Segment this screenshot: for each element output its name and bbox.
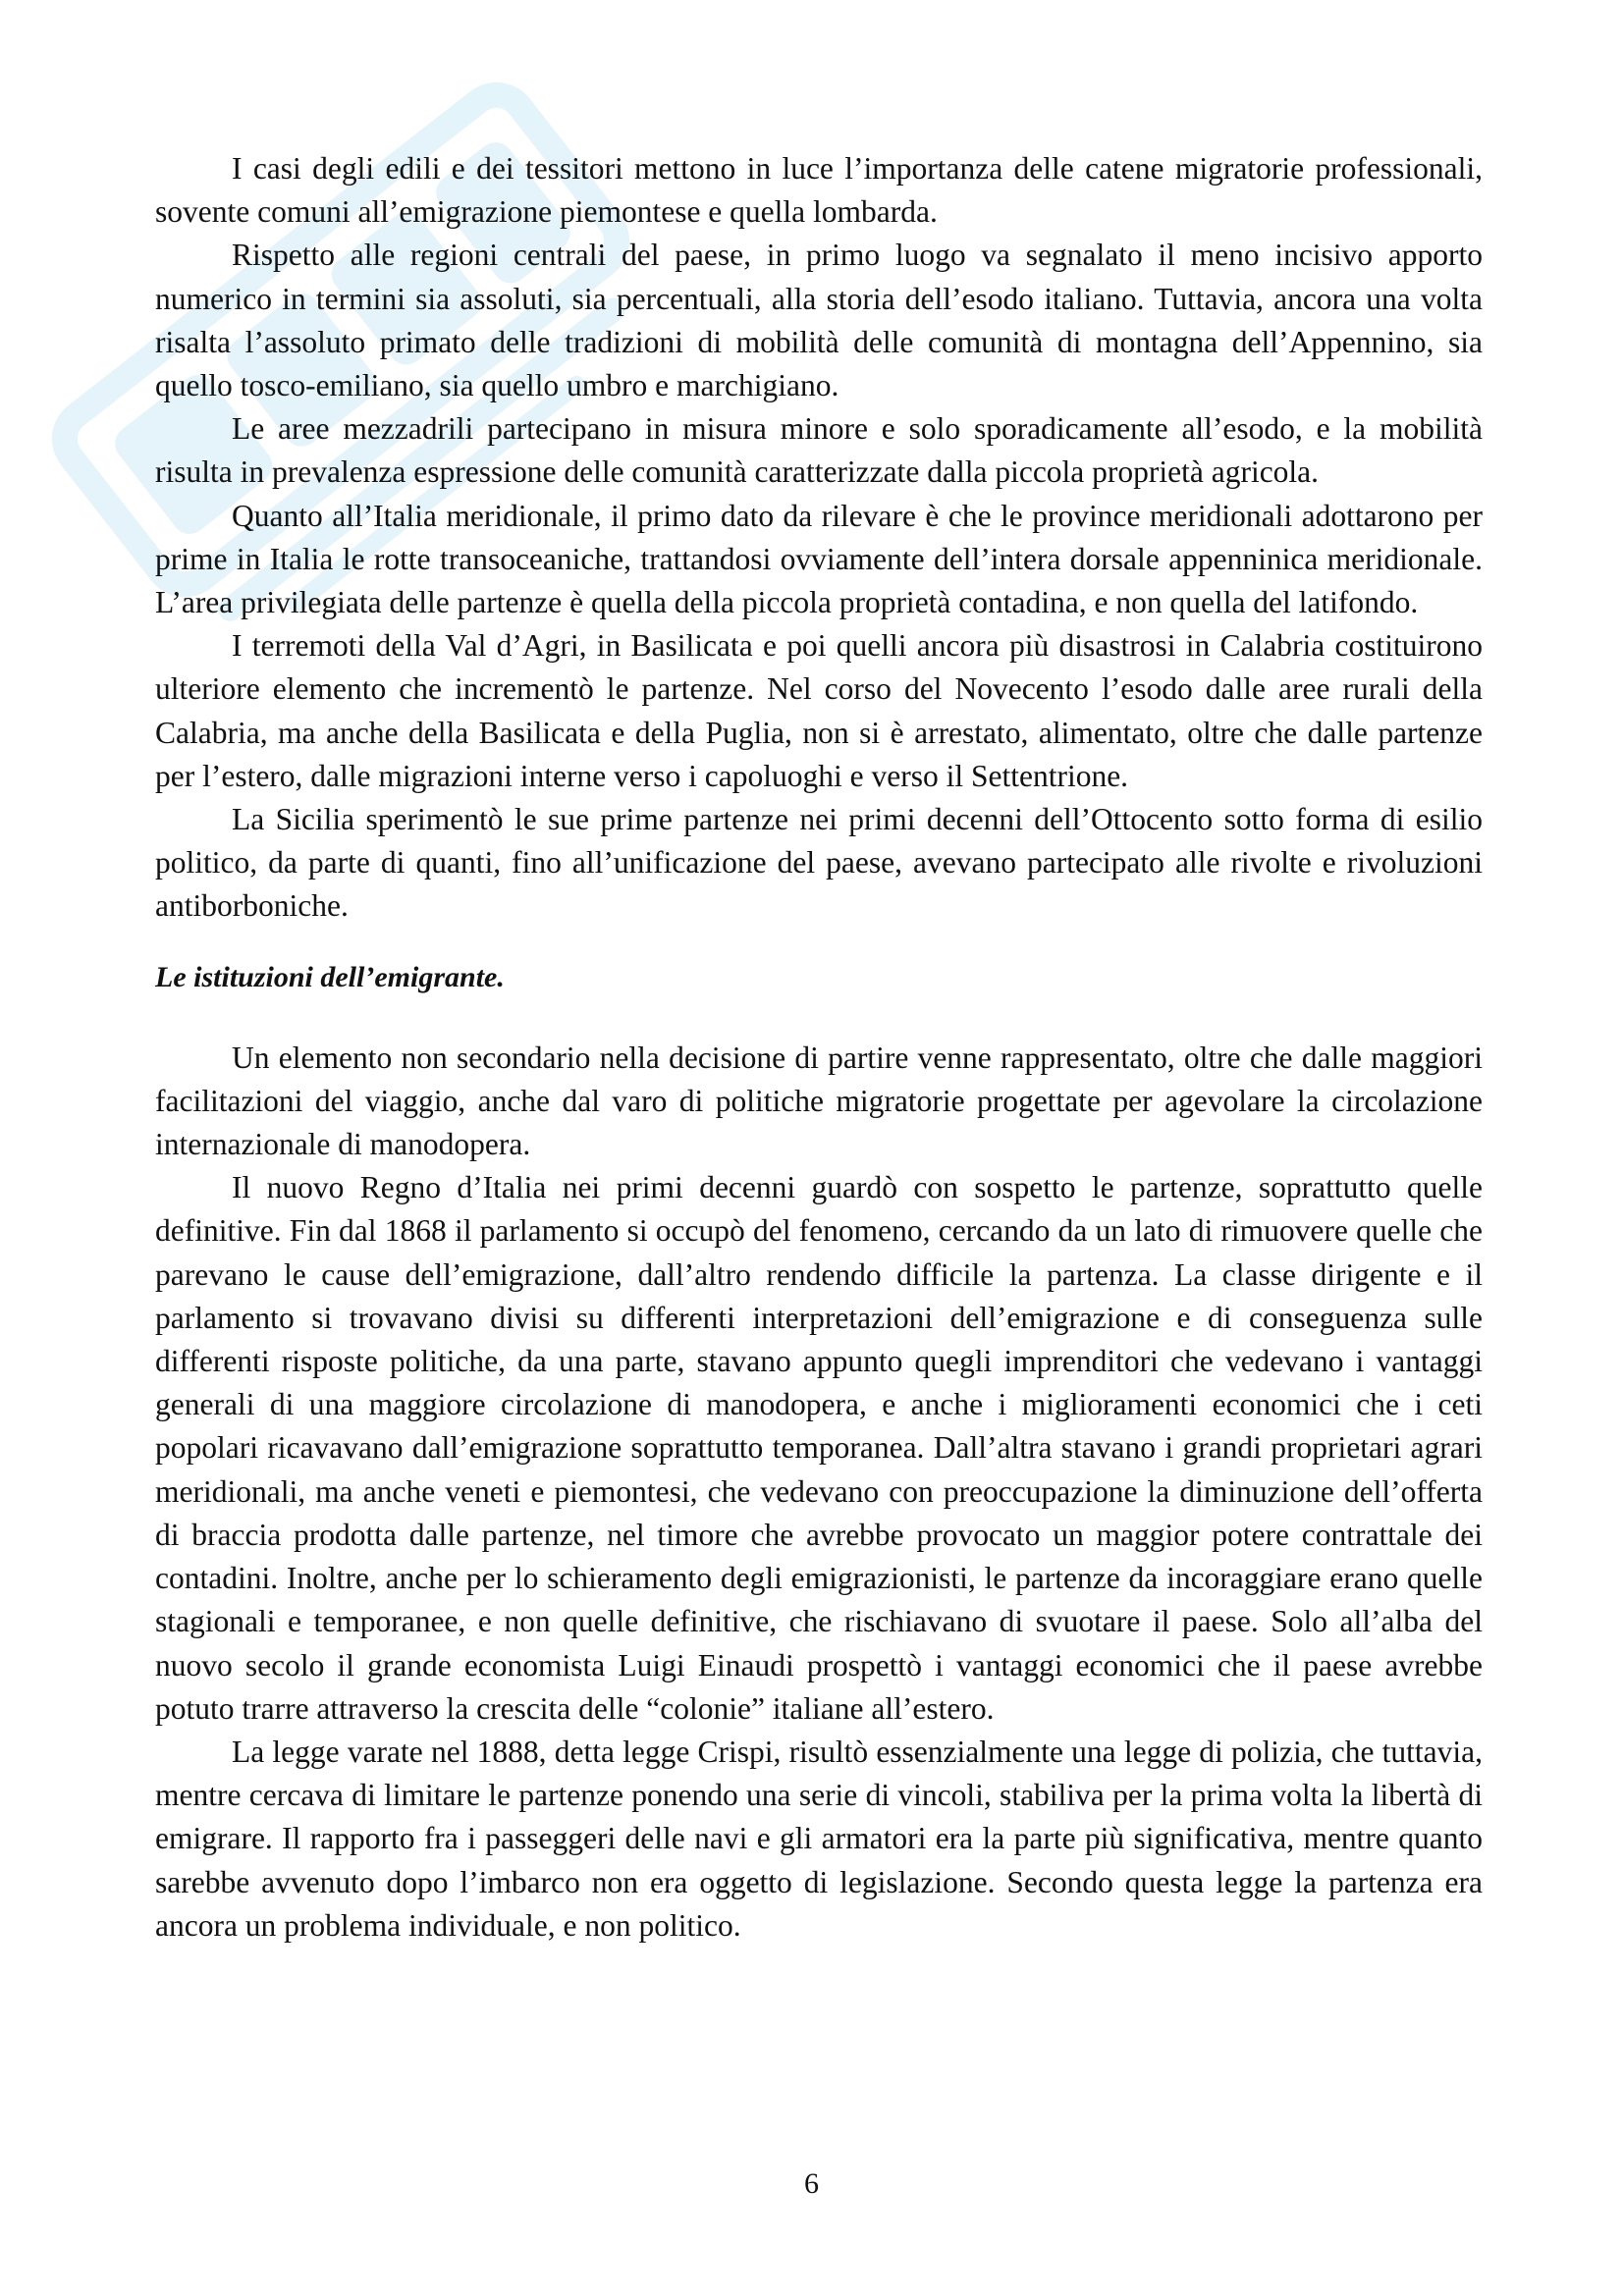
section-heading: Le istituzioni dell’emigrante. bbox=[155, 960, 505, 993]
body-text-section-1 bbox=[155, 147, 1483, 929]
paragraph: Rispetto alle regioni centrali del paese, in primo luogo va segnalato il meno incisivo apporto numerico in termini sia assoluti, sia percentuali, alla storia dell’esodo italiano. Tuttavia, ancora una volta risalta l’assoluto primato delle tradizioni di mobilità delle comunità di montagna dell’Appennino, sia quello tosco-emiliano, sia quello umbro e marchigiano. bbox=[155, 238, 1483, 403]
body-text-section-2 bbox=[155, 1037, 1483, 1948]
paragraph: I terremoti della Val d’Agri, in Basilicata e poi quelli ancora più disastrosi in Calabria costituirono ulteriore elemento che incrementò le partenze. Nel corso del Novecento l’esodo dalle aree rurali della Calabria, ma anche della Basilicata e della Puglia, non si è arrestato, alimentato, oltre che dalle partenze per l’estero, dalle migrazioni interne verso i capoluoghi e verso il Settentrione. bbox=[155, 628, 1483, 793]
paragraph: Quanto all’Italia meridionale, il primo dato da rilevare è che le province meridionali adottarono per prime in Italia le rotte transoceaniche, trattandosi ovviamente dell’intera dorsale appenninica meridionale. L’area privilegiata delle partenze è quella della piccola proprietà contadina, e non quella del latifondo. bbox=[155, 498, 1483, 620]
paragraph: Le aree mezzadrili partecipano in misura minore e solo sporadicamente all’esodo, e la mobilità risulta in prevalenza espressione delle comunità caratterizzate dalla piccola proprietà agricola. bbox=[155, 411, 1483, 490]
document-page bbox=[155, 147, 1483, 1948]
paragraph: I casi degli edili e dei tessitori mettono in luce l’importanza delle catene migratorie professionali, sovente comuni all’emigrazione piemontese e quella lombarda. bbox=[155, 151, 1483, 230]
paragraph: Il nuovo Regno d’Italia nei primi decenni guardò con sospetto le partenze, soprattutto quelle definitive. Fin dal 1868 il parlamento si occupò del fenomeno, cercando da un lato di rimuovere quelle che parevano le cause dell’emigrazione, dall’altro rendendo difficile la partenza. La classe dirigente e il parlamento si trovavano divisi su differenti interpretazioni dell’emigrazione e di conseguenza sulle differenti risposte politiche, da una parte, stavano appunto quegli imprenditori che vedevano i vantaggi generali di una maggiore circolazione di manodopera, e anche i miglioramenti economici che i ceti popolari ricavavano dall’emigrazione soprattutto temporanea. Dall’altra stavano i grandi proprietari agrari meridionali, ma anche veneti e piemontesi, che vedevano con preoccupazione la diminuzione dell’offerta di braccia prodotta dalle partenze, nel timore che avrebbe provocato un maggior potere contrattale dei contadini. Inoltre, anche per lo schieramento degli emigrazionisti, le partenze da incoraggiare erano quelle stagionali e temporanee, e non quelle definitive, che rischiavano di svuotare il paese. Solo all’alba del nuovo secolo il grande economista Luigi Einaudi prospettò i vantaggi economici che il paese avrebbe potuto trarre attraverso la crescita delle “colonie” italiane all’estero. bbox=[155, 1170, 1483, 1726]
page-number: 6 bbox=[804, 2167, 819, 2200]
paragraph: La legge varate nel 1888, detta legge Crispi, risultò essenzialmente una legge di polizia, che tuttavia, mentre cercava di limitare le partenze ponendo una serie di vincoli, stabiliva per la prima volta la libertà di emigrare. Il rapporto fra i passeggeri delle navi e gli armatori era la parte più significativa, mentre quanto sarebbe avvenuto dopo l’imbarco non era oggetto di legislazione. Secondo questa legge la partenza era ancora un problema individuale, e non politico. bbox=[155, 1734, 1483, 1943]
paragraph: La Sicilia sperimentò le sue prime partenze nei primi decenni dell’Ottocento sotto forma di esilio politico, da parte di quanti, fino all’unificazione del paese, avevano partecipato alle rivolte e rivoluzioni antiborboniche. bbox=[155, 802, 1483, 924]
paragraph: Un elemento non secondario nella decisione di partire venne rappresentato, oltre che dalle maggiori facilitazioni del viaggio, anche dal varo di politiche migratorie progettate per agevolare la circolazione internazionale di manodopera. bbox=[155, 1040, 1483, 1162]
